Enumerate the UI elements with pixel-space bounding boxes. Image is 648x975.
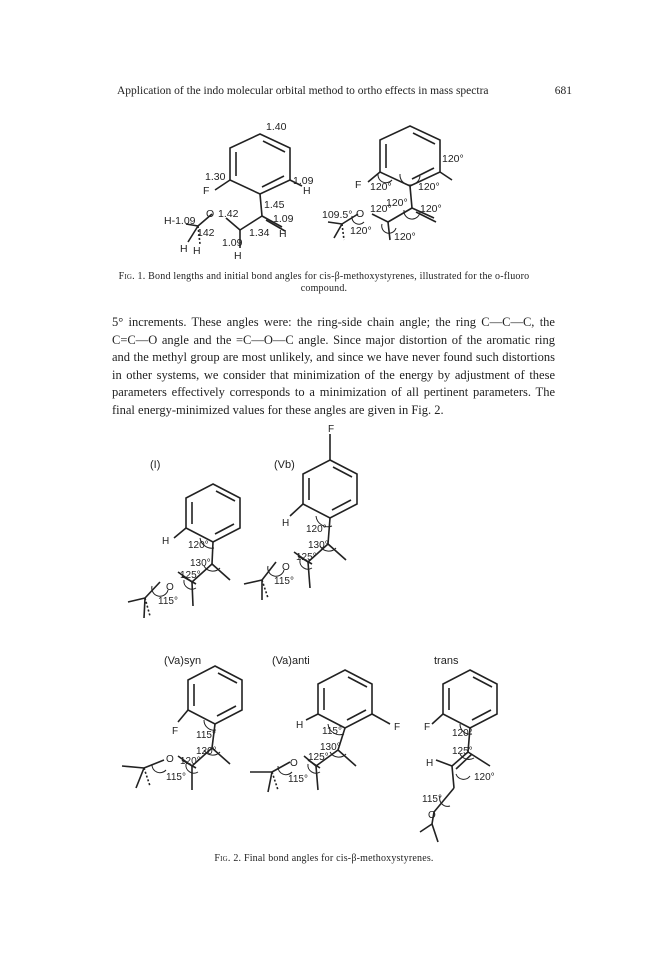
panel-I-a4: 115° <box>158 596 178 607</box>
panel-Va-anti-O: O <box>290 758 298 769</box>
label-120-b: 120° <box>394 231 416 243</box>
panel-trans-a2: 125° <box>452 746 473 757</box>
label-120-c: 120° <box>418 181 440 193</box>
panel-Vb <box>244 434 357 600</box>
label-O: O <box>206 208 215 220</box>
panel-I-label: (I) <box>150 459 161 471</box>
label-1.30: 1.30 <box>205 171 226 183</box>
fig2-caption-text: Final bond angles for cis-β-methoxystyrenes. <box>243 853 434 864</box>
panel-I-a1: 120° <box>188 540 209 551</box>
label-1.40: 1.40 <box>266 121 287 133</box>
label-H-bottom: H <box>234 250 242 262</box>
label-120-m: 120° <box>350 225 372 237</box>
label-1.09-ring: 1.09 <box>293 175 314 187</box>
figure-1-caption <box>100 271 548 295</box>
panel-I-a2: 130° <box>190 558 211 569</box>
fig1-caption-text: Bond lengths and initial bond angles for cis-β-methoxystyrenes, illustrated for the o-fluoro compound. <box>148 271 530 294</box>
panel-trans-F: F <box>424 722 431 733</box>
panel-Vb-F: F <box>328 424 335 435</box>
label-H-1.09: H-1.09 <box>164 215 196 227</box>
panel-Va-anti-H: H <box>296 720 304 731</box>
panel-Va-anti-a2: 130° <box>320 742 341 753</box>
panel-Va-syn-F: F <box>172 726 179 737</box>
panel-trans-a3: 120° <box>474 772 495 783</box>
label-H-right: H <box>279 228 287 240</box>
panel-Va-syn-O: O <box>166 754 174 765</box>
label-1.09-v: 1.09 <box>273 213 294 225</box>
panel-Vb-H: H <box>282 518 290 529</box>
label-120-top: 120° <box>442 153 464 165</box>
figure-2-diagram <box>0 420 648 860</box>
label-1.42a: 1.42 <box>218 208 239 220</box>
panel-Va-anti-a3: 125° <box>308 752 329 763</box>
label-1.34: 1.34 <box>249 227 270 239</box>
fig1-caption-label: Fig. 1. <box>118 271 146 282</box>
panel-I-O: O <box>166 582 174 593</box>
panel-Vb-a3: 125° <box>296 552 317 563</box>
label-F: F <box>203 185 210 197</box>
figure-2 <box>0 420 648 860</box>
panel-Va-anti-a4: 115° <box>288 774 308 785</box>
label-120-o: 120° <box>370 203 392 215</box>
label-142: 142 <box>197 227 215 239</box>
label-O-right: O <box>356 208 365 220</box>
panel-trans-a1: 120° <box>452 728 473 739</box>
label-120-F: 120° <box>370 181 392 193</box>
panel-trans-a4: 115° <box>422 794 442 805</box>
panel-I <box>128 484 240 618</box>
label-1.45: 1.45 <box>264 199 285 211</box>
panel-Va-syn-a1: 115° <box>196 730 216 741</box>
panel-I-a3: 125° <box>180 570 201 581</box>
panel-Va-anti-label: (Va)anti <box>272 655 310 667</box>
panel-Vb-O: O <box>282 562 290 573</box>
figure-1-diagram <box>0 112 648 272</box>
panel-trans-H: H <box>426 758 434 769</box>
label-H-a: H <box>180 243 188 255</box>
label-120-r: 120° <box>420 203 442 215</box>
panel-Va-syn-a2: 120° <box>196 746 217 757</box>
running-header <box>117 85 572 103</box>
figure-1 <box>0 112 648 272</box>
figure-2-caption <box>100 853 548 865</box>
fig2-caption-label: Fig. 2. <box>214 853 242 864</box>
panel-Va-syn-a3: 120° <box>180 756 201 767</box>
page-number: 681 <box>554 85 572 97</box>
panel-Vb-a4: 115° <box>274 576 294 587</box>
label-109.5: 109.5° <box>322 209 353 221</box>
label-1.09-b: 1.09 <box>222 237 243 249</box>
panel-Va-anti <box>250 670 390 792</box>
panel-Va-syn-a4: 115° <box>166 772 186 783</box>
panel-Vb-a1: 120° <box>306 524 327 535</box>
panel-Va-anti-a1: 115° <box>322 726 342 737</box>
panel-Vb-a2: 130° <box>308 540 329 551</box>
label-H-ring: H <box>303 185 311 197</box>
panel-Va-syn-label: (Va)syn <box>164 655 202 667</box>
label-F-right: F <box>355 179 362 191</box>
body-paragraph: 5° increments. These angles were: the ring-side chain angle; the ring C—C—C, the C=C—O angle and the =C—O—C angle. Since major distortion of the aromatic ring and the methyl group are most unlikely, and since we have never found such distortions in other systems, we consider that minimization of the energy by adjustment of these parameters effectively corresponds to a minimization of all pertinent parameters. The final energy-minimized values for these angles are given in Fig. 2. <box>112 315 555 417</box>
panel-I-H: H <box>162 536 170 547</box>
label-H-b: H <box>193 245 201 257</box>
panel-Vb-label: (Vb) <box>274 459 295 471</box>
panel-trans-label: trans <box>434 655 459 667</box>
panel-Va-anti-F: F <box>394 722 401 733</box>
label-120-o2: 120° <box>386 197 408 209</box>
running-title: Application of the indo molecular orbital method to ortho effects in mass spectra <box>117 85 489 97</box>
panel-trans-O: O <box>428 810 436 821</box>
